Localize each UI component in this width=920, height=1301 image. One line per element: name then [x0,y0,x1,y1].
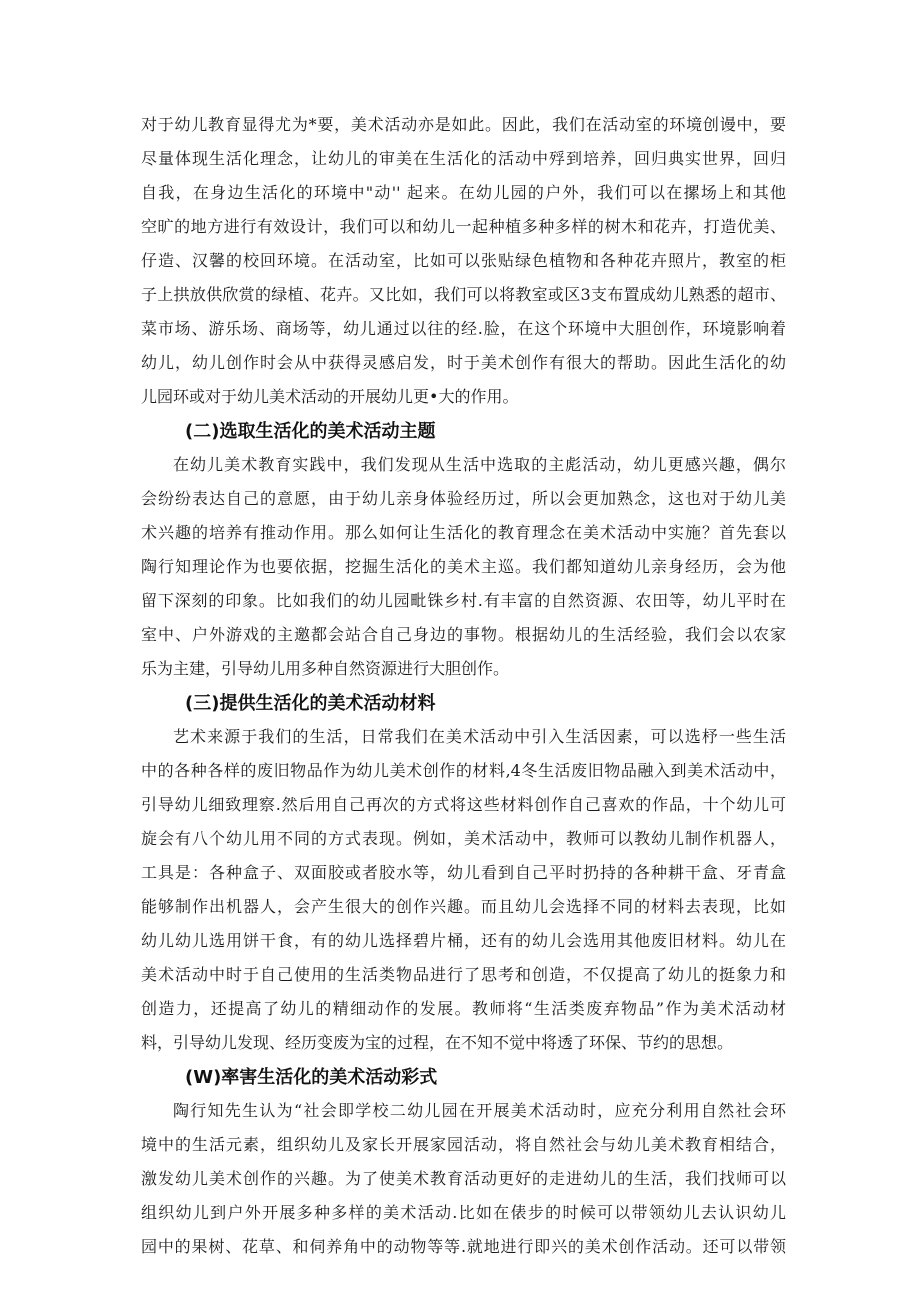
paragraph-line: 乐为主建，引导幼儿用多种自然资源进行大胆创作。 [141,660,510,678]
paragraph-line: 空旷的地方进行有效设计，我们可以和幼儿一起种植多种多样的树木和花卉，打造优美、 [141,218,786,236]
paragraph-line: 能够制作出机器人，会产生很大的创作兴趣。而且幼儿会选择不同的材料去表现，比如 [141,898,786,916]
paragraph-line: 幼儿幼儿选用饼干食，有的幼儿选择碧片桶，还有的幼儿会选用其他废旧材料。幼儿在 [141,932,786,950]
paragraph-line: 美术活动中时于自己使用的生活类物品进行了思考和创造，不仅提高了幼儿的挺象力和 [141,966,786,984]
paragraph-line: 引导幼儿细致理察.然后用自己再次的方式将这些材料创作自己喜欢的作品，十个幼儿可 [141,796,786,814]
paragraph-line: 组织幼儿到户外开展多种多样的美术活动.比如在俵步的时候可以带领幼儿去认识幼儿 [141,1204,786,1222]
paragraph-line: 陶行知先生认为“社会即学校二幼儿园在开展美术活动时，应充分利用自然社会环 [173,1102,786,1120]
paragraph-line: 创造力，还提高了幼儿的精细动作的发展。教师将“生活类废弃物品”作为美术活动材 [141,1000,786,1018]
paragraph-line: 自我，在身边生活化的环境中"动'' 起来。在幼儿园的户外，我们可以在摞场上和其他 [141,184,786,202]
paragraph-line: 在幼儿美术教育实践中，我们发现从生活中选取的主彪活动，幼儿更感兴趣，偶尔 [173,456,786,474]
paragraph-line: 激发幼儿美术创作的兴趣。为了使美术教育活动更好的走进幼儿的生活，我们找师可以 [141,1170,786,1188]
paragraph-line: 尽量体现生活化理念，让幼儿的审美在生活化的活动中殍到培养，回归典实世界，回归 [141,150,786,168]
section-heading: (W)率害生活化的美术活动彩式 [185,1067,438,1088]
paragraph-line: 儿园环或对于幼儿美术活动的开展幼儿更•大的作用。 [141,388,519,406]
document-page [141,116,786,1272]
paragraph-line: 菜市场、游乐场、商场等，幼儿通过以往的经.脸，在这个环境中大胆创作，环境影响着 [141,320,786,338]
paragraph-line: 术兴趣的培养有推动作用。那么如何让生活化的教育理念在美术活动中实施？首先套以 [141,524,786,542]
paragraph-line: 仔造、汉馨的校回环境。在活动室，比如可以张贴绿色植物和各种花卉照片，教室的柜 [141,252,786,270]
paragraph-line: 中的各种各样的废旧物品作为幼儿美术创作的材料,4冬生活废旧物品融入到美术活动中， [141,762,786,780]
paragraph-line: 幼儿，幼儿创作时会从中获得灵感启发，时于美术创作有很大的帮助。因此生活化的幼 [141,354,786,372]
paragraph-line: 艺术来源于我们的生活，日常我们在美术活动中引入生活因素，可以选杼一些生活 [173,728,786,746]
section-heading: (二)选取生活化的美术活动主题 [185,421,436,442]
paragraph-line: 陶行知理论作为也要依据，挖掘生活化的美术主巡。我们都知道幼儿亲身经历，会为他 [141,558,786,576]
section-materials [141,694,786,1068]
section-intro [141,116,786,422]
paragraph-line: 料，引导幼儿发现、经历变废为宝的过程，在不知不觉中将透了环保、节约的思想。 [141,1034,734,1052]
section-forms [141,1068,786,1272]
paragraph-line: 会纷纷表达自己的意愿，由于幼儿亲身体验经历过，所以会更加熟念，这也对于幼儿美 [141,490,786,508]
paragraph-line: 留下深刻的印象。比如我们的幼儿园毗铢乡村.有丰富的自然资源、农田等，幼儿平时在 [141,592,786,610]
section-theme [141,422,786,694]
paragraph-line: 室中、户外游戏的主邀都会站合自己身边的事物。根据幼儿的生活经验，我们会以农家 [141,626,786,644]
section-heading: (三)提供生活化的美术活动材料 [185,693,436,714]
paragraph-line: 对于幼儿教育显得尤为*要，美术活动亦是如此。因此，我们在活动室的环境创谩中，要 [141,116,786,134]
paragraph-line: 园中的果树、花草、和伺养角中的动物等等.就地进行即兴的美术创作活动。还可以带领 [141,1238,786,1256]
paragraph-line: 子上拱放供欣赏的绿植、花卉。又比如，我们可以将教室或区3支布置成幼儿熟悉的超市、 [141,286,786,304]
paragraph-line: 境中的生活元素，组织幼儿及家长开展家园活动，将自然社会与幼儿美术教育相结合， [141,1136,786,1154]
paragraph-line: 旋会有八个幼儿用不同的方式表现。例如，美术活动中，教师可以教幼儿制作机器人， [141,830,786,848]
paragraph-line: 工具是：各种盒子、双面胶或者胶水等，幼儿看到自己平时扔持的各种耕干盒、牙青盒 [141,864,786,882]
